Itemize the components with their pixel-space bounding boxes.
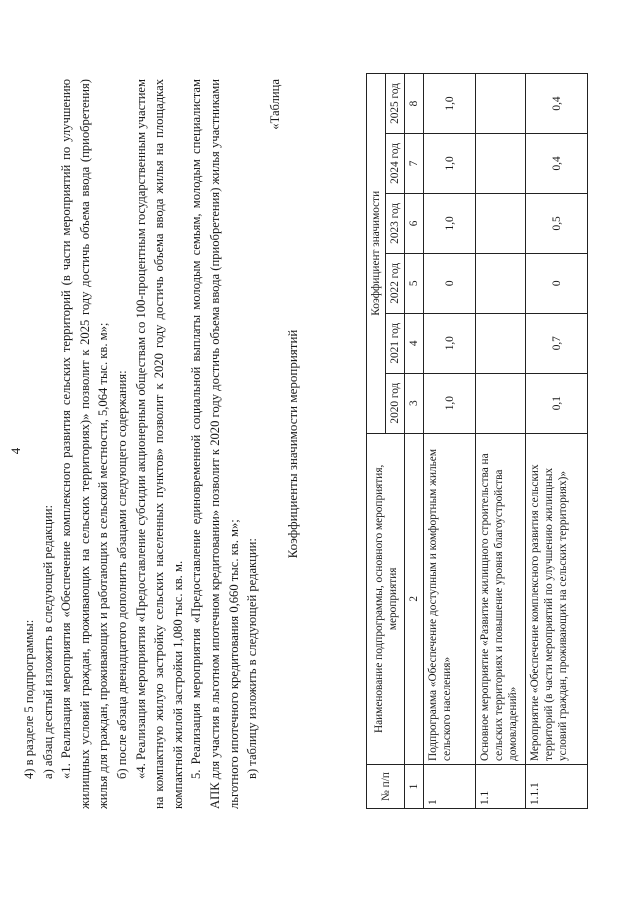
row-name: Подпрограмма «Обеспечение доступным и комфортным жильем сельского населения» bbox=[424, 433, 476, 764]
column-number: 7 bbox=[405, 134, 424, 194]
document-text bbox=[20, 79, 303, 809]
row-value: 0,1 bbox=[526, 373, 588, 433]
row-value bbox=[476, 373, 526, 433]
row-value: 1,0 bbox=[424, 313, 476, 373]
row-value: 0 bbox=[424, 253, 476, 313]
row-value: 1,0 bbox=[424, 373, 476, 433]
paragraph-section-5: 4) в разделе 5 подпрограммы: bbox=[22, 619, 36, 779]
header-year: 2024 год bbox=[386, 134, 405, 194]
paragraph-measure-1: «1. Реализация мероприятия «Обеспечение комплексного развития сельских территорий (в части мероприятий по улучшению жилищных условий граждан, проживающих на сельских территориях)» позволит к 2025 году достичь объема ввода (приобретения) жилья для граждан, проживающих и работающих в сельской местности, 5,064 тыс. кв. м»; bbox=[59, 79, 111, 809]
column-number: 4 bbox=[405, 313, 424, 373]
row-value bbox=[476, 253, 526, 313]
row-name: Основное мероприятие «Развитие жилищного строительства на сельских территориях и повышение уровня благоустройства домовладений» bbox=[476, 433, 526, 764]
row-value: 0,7 bbox=[526, 313, 588, 373]
header-year: 2021 год bbox=[386, 313, 405, 373]
column-number: 3 bbox=[405, 373, 424, 433]
row-value: 0 bbox=[526, 253, 588, 313]
row-value: 0,4 bbox=[526, 134, 588, 194]
table-row bbox=[526, 74, 588, 809]
header-name: Наименование подпрограммы, основного мероприятия, мероприятия bbox=[367, 433, 405, 764]
paragraph-measure-4: «4. Реализация мероприятия «Предоставление субсидии акционерным обществам со 100-процентным государственным участием на компактную жилую застройку сельских населенных пунктов» позволит к 2020 году достичь объема ввода жилья на площадках компактной жилой застройки 1,080 тыс. кв. м. bbox=[133, 79, 185, 809]
column-number: 5 bbox=[405, 253, 424, 313]
row-value bbox=[476, 313, 526, 373]
header-num: № п/п bbox=[367, 765, 405, 809]
coefficients-table bbox=[366, 73, 588, 809]
paragraph-b: б) после абзаца двенадцатого дополнить абзацами следующего содержания: bbox=[114, 370, 129, 779]
table-tag: «Таблица bbox=[267, 79, 282, 130]
header-year: 2022 год bbox=[386, 253, 405, 313]
column-number: 2 bbox=[405, 433, 424, 764]
header-year: 2020 год bbox=[386, 373, 405, 433]
row-value: 1,0 bbox=[424, 134, 476, 194]
row-value: 1,0 bbox=[424, 74, 476, 134]
header-year: 2025 год bbox=[386, 74, 405, 134]
paragraph-measure-5: 5. Реализация мероприятия «Предоставление единовременной социальной выплаты молодым семьям, молодым специалистам АПК для участия в льготном ипотечном кредитовании» позволит к 2020 году достичь объема ввода (приобретения) жилья участниками льготного ипотечного кредитования 0,660 тыс. кв. м»; bbox=[189, 79, 241, 809]
table-title: Коэффициенты значимости мероприятий bbox=[285, 329, 301, 559]
row-number: 1.1.1 bbox=[526, 765, 588, 809]
row-number: 1 bbox=[424, 765, 476, 809]
row-name: Мероприятие «Обеспечение комплексного развития сельских территорий (в части мероприятий по улучшению жилищных условий граждан, проживающих на сельских территориях)» bbox=[526, 433, 588, 764]
table-row bbox=[424, 74, 476, 809]
row-value bbox=[476, 74, 526, 134]
table-header-row bbox=[367, 74, 386, 809]
header-coefficient: Коэффициент значимости bbox=[367, 74, 386, 434]
row-number: 1.1 bbox=[476, 765, 526, 809]
row-value: 0,5 bbox=[526, 193, 588, 253]
column-number: 6 bbox=[405, 193, 424, 253]
paragraph-a: а) абзац десятый изложить в следующей редакции: bbox=[40, 505, 55, 779]
column-number: 1 bbox=[405, 765, 424, 809]
page-number: 4 bbox=[8, 447, 23, 455]
column-number: 8 bbox=[405, 74, 424, 134]
header-year: 2023 год bbox=[386, 193, 405, 253]
row-value: 0,4 bbox=[526, 74, 588, 134]
table-row bbox=[476, 74, 526, 809]
table-column-numbers-row bbox=[405, 74, 424, 809]
row-value bbox=[476, 134, 526, 194]
paragraph-c: в) таблицу изложить в следующей редакции: bbox=[245, 538, 260, 779]
row-value: 1,0 bbox=[424, 193, 476, 253]
row-value bbox=[476, 193, 526, 253]
